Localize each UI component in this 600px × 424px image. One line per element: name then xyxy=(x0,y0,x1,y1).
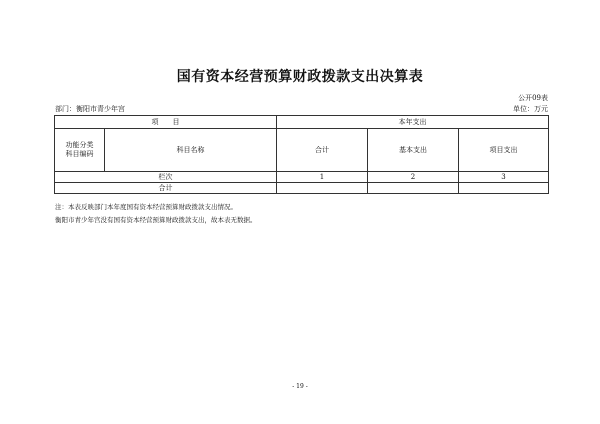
table-row-column-index xyxy=(55,172,549,183)
expenditure-table xyxy=(54,115,549,194)
header-current-year-cell: 本年支出 xyxy=(277,116,549,129)
header-subject-code: 科目编码 xyxy=(65,150,94,158)
header-total-cell: 合计 xyxy=(277,129,368,172)
header-item-cell: 项 目 xyxy=(55,116,277,129)
column-index-3: 3 xyxy=(459,172,549,183)
header-subject-name-cell: 科目名称 xyxy=(105,129,277,172)
total-row-label: 合计 xyxy=(55,183,277,194)
total-value-cell xyxy=(277,183,368,194)
unit-label: 单位：万元 xyxy=(513,105,548,113)
basic-value-cell xyxy=(368,183,459,194)
table-row-total xyxy=(55,183,549,194)
header-project-cell: 项目支出 xyxy=(459,129,549,172)
column-index-label: 栏次 xyxy=(55,172,277,183)
department-label: 部门：衡阳市青少年宫 xyxy=(55,105,125,113)
column-index-1: 1 xyxy=(277,172,368,183)
table-header-row-2 xyxy=(55,129,549,172)
table-header-row-1 xyxy=(55,116,549,129)
page-number: - 19 - xyxy=(292,383,308,390)
header-function-code-cell xyxy=(55,129,105,172)
note-line-2: 衡阳市青少年宫没有国有资本经营预算财政拨款支出，故本表无数据。 xyxy=(55,216,257,224)
project-value-cell xyxy=(459,183,549,194)
header-func-class: 功能分类 xyxy=(65,141,94,149)
table-code: 公开09表 xyxy=(518,94,548,102)
column-index-2: 2 xyxy=(368,172,459,183)
page-title: 国有资本经营预算财政拨款支出决算表 xyxy=(176,69,424,85)
note-line-1: 注：本表反映部门本年度国有资本经营预算财政拨款支出情况。 xyxy=(55,203,237,211)
header-basic-cell: 基本支出 xyxy=(368,129,459,172)
